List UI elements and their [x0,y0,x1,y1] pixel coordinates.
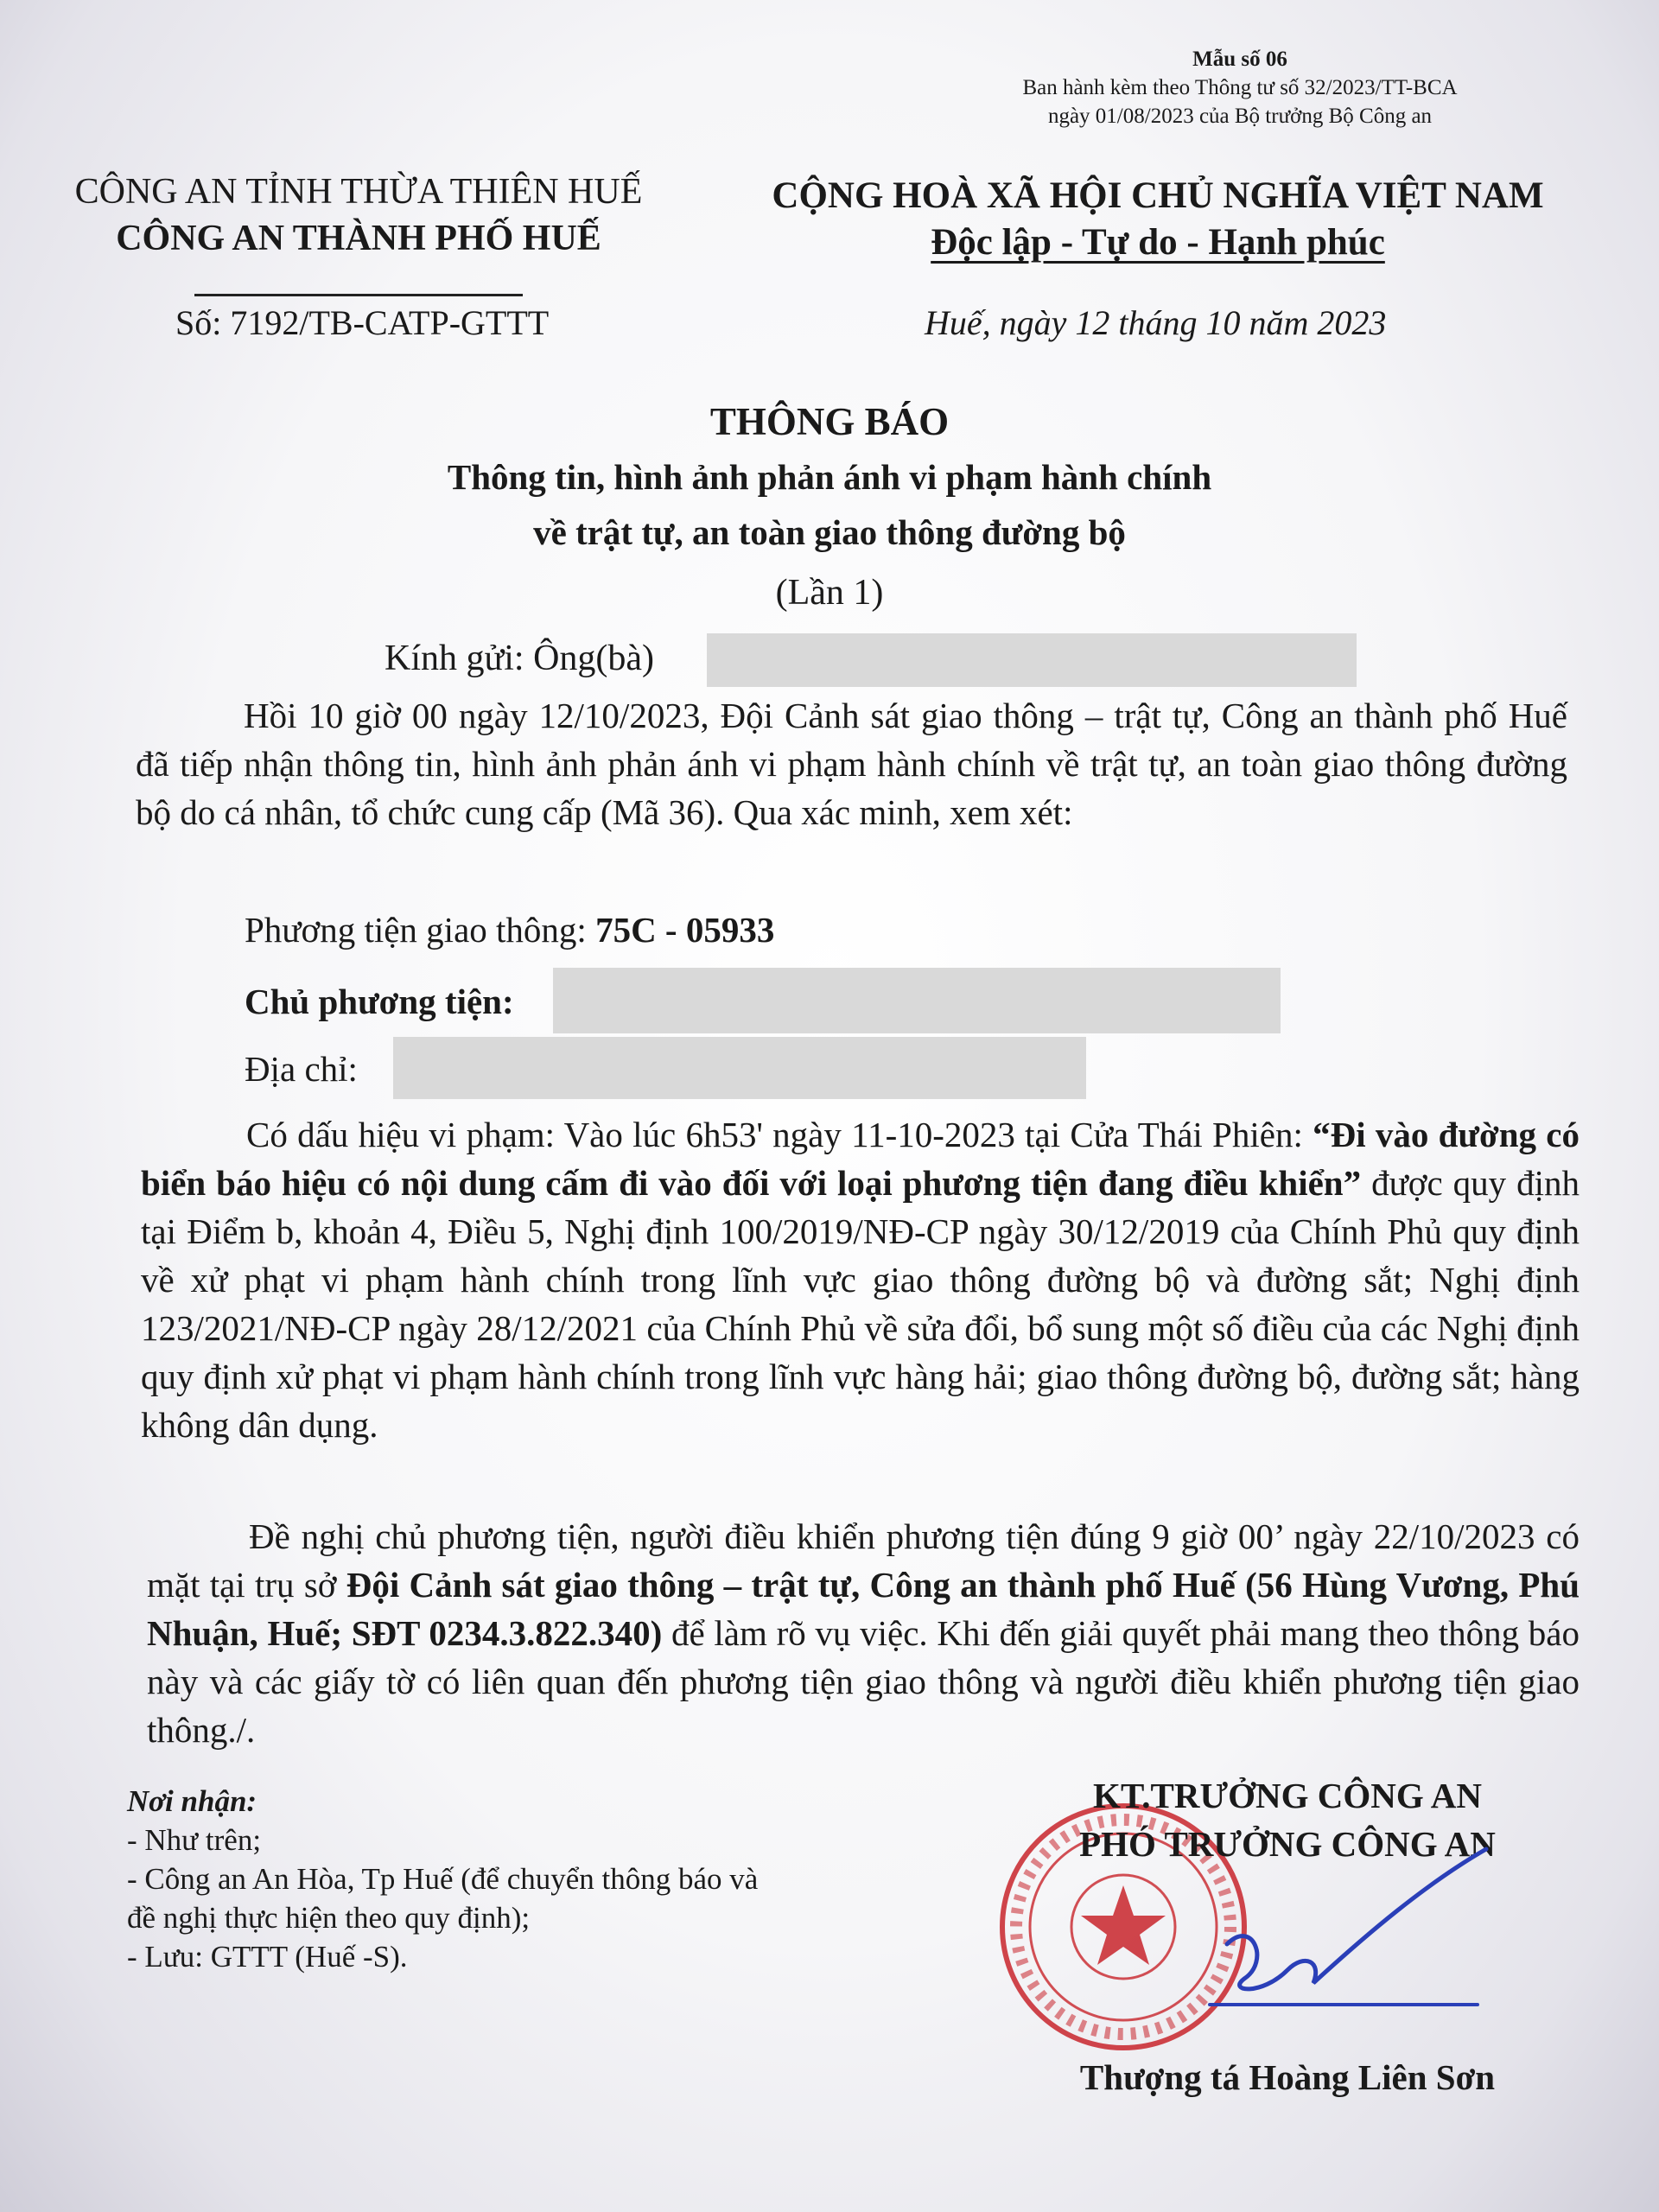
address-redaction [393,1037,1086,1099]
issuing-agency-header [60,168,657,308]
vehicle-line [245,909,774,950]
recipient-item: - Như trên; [127,1823,262,1857]
signature-title-line2: PHÓ TRƯỞNG CÔNG AN [1079,1824,1496,1864]
paragraph-intro: Hồi 10 giờ 00 ngày 12/10/2023, Đội Cảnh sát giao thông – trật tự, Công an thành phố Huế đã tiếp nhận thông tin, hình ảnh phản ánh vi phạm hành chính về trật tự, an toàn giao thông đường bộ do cá nhân, tổ chức cung cấp (Mã 36). Qua xác minh, xem xét: [136,696,1567,832]
agency-underline [194,294,523,296]
parent-agency: CÔNG AN TỈNH THỪA THIÊN HUẾ [74,172,643,212]
owner-label: Chủ phương tiện: [245,982,514,1021]
form-reference-note [972,45,1508,130]
signature-title-line1: KT.TRƯỞNG CÔNG AN [1093,1776,1482,1815]
recipient-item: - Công an An Hòa, Tp Huế (để chuyển thông báo và [127,1862,759,1896]
signer-name: Thượng tá Hoàng Liên Sơn [1079,2057,1496,2097]
violation-legal-basis: được quy định tại Điểm b, khoản 4, Điều 5, Nghị định 100/2019/NĐ-CP ngày 30/12/2019 của Chính Phủ quy định về xử phạt vi phạm hành chính trong lĩnh vực giao thông đường bộ và đường sắt; Nghị định 123/2021/NĐ-CP ngày 28/12/2021 của Chính Phủ về sửa đổi, bổ sung một số điều của các Nghị định quy định xử phạt vi phạm hành chính trong lĩnh vực hàng hải; giao thông đường bộ, đường sắt; hàng không dân dụng. [141,1163,1580,1445]
document-number: Số: 7192/TB-CATP-GTTT [175,303,550,342]
request-instructions: để làm rõ vụ việc. Khi đến giải quyết phải mang theo thông báo này và các giấy tờ có liên quan đến phương tiện giao thông và người điều khiển phương tiện giao thông./. [147,1613,1580,1750]
notice-issue: (Lần 1) [775,573,884,613]
office-address: Đội Cảnh sát giao thông – trật tự, Công an thành phố Huế (56 Hùng Vương, Phú Nhuận, Huế; SĐT 0234.3.822.340) [147,1565,1580,1653]
vehicle-plate: 75C - 05933 [595,910,775,950]
violation-intro: Có dấu hiệu vi phạm: Vào lúc 6h53' ngày 11-10-2023 tại Cửa Thái Phiên: [246,1115,1313,1154]
address-label: Địa chỉ: [245,1049,358,1089]
paragraph-request [147,1512,1580,1754]
violation-description: “Đi vào đường có biển báo hiệu có nội dung cấm đi vào đối với loại phương tiện đang điều khiển” [141,1115,1580,1203]
handwritten-signature [1192,1832,1503,2022]
form-circular: Ban hành kèm theo Thông tư số 32/2023/TT-BCA [1022,76,1458,99]
recipient-item: đề nghị thực hiện theo quy định); [127,1901,531,1935]
form-number: Mẫu số 06 [1192,48,1287,71]
document-subtitle-line1: Thông tin, hình ảnh phản ánh vi phạm hành chính [447,457,1212,497]
addressee-redaction [707,633,1357,687]
issuing-agency: CÔNG AN THÀNH PHỐ HUẾ [116,219,601,258]
document-subtitle-line2: về trật tự, an toàn giao thông đường bộ [533,512,1126,552]
national-motto: Độc lập - Tự do - Hạnh phúc [931,222,1385,263]
national-title: CỘNG HOÀ XÃ HỘI CHỦ NGHĨA VIỆT NAM [772,175,1544,216]
recipient-item: - Lưu: GTTT (Huế -S). [127,1940,408,1974]
national-header [752,173,1564,266]
recipients-heading: Nơi nhận: [127,1784,257,1818]
paragraph-violation [141,1110,1580,1449]
addressee-label: Kính gửi: Ông(bà) [385,639,655,678]
request-text: Đề nghị chủ phương tiện, người điều khiển phương tiện đúng 9 giờ 00’ ngày 22/10/2023 có mặt tại trụ sở [147,1516,1580,1605]
document-title: THÔNG BÁO [709,400,950,443]
owner-redaction [553,968,1281,1033]
recipients-block [127,1782,758,1976]
vehicle-label: Phương tiện giao thông: [245,910,587,950]
document-date: Huế, ngày 12 tháng 10 năm 2023 [925,303,1387,342]
form-date: ngày 01/08/2023 của Bộ trưởng Bộ Công an [1047,105,1433,128]
